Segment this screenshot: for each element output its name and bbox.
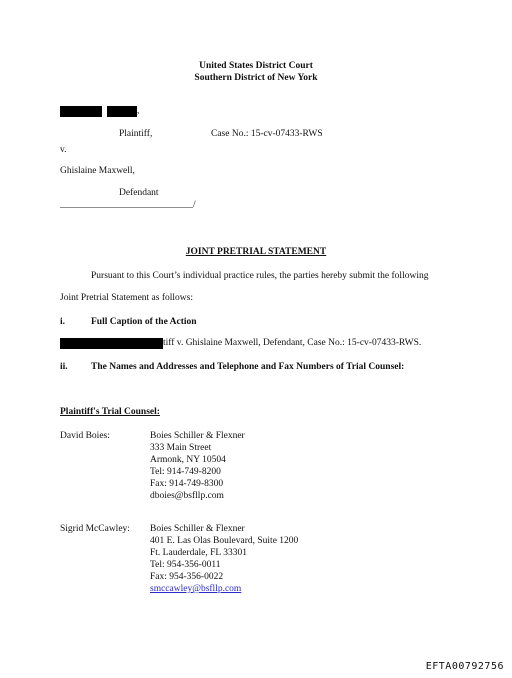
section-i-numeral: i.: [60, 317, 66, 327]
intro-paragraph-line2: Joint Pretrial Statement as follows:: [60, 293, 193, 303]
bates-stamp: EFTA00792756: [425, 661, 504, 672]
counsel-firm: Boies Schiller & Flexner: [150, 524, 245, 534]
counsel-email: dboies@bsfllp.com: [150, 491, 224, 501]
plaintiff-name-suffix: ,: [137, 106, 140, 116]
counsel-heading: Plaintiff's Trial Counsel:: [60, 407, 160, 417]
counsel-name: Sigrid McCawley:: [60, 524, 130, 534]
redaction-box: [60, 106, 102, 117]
counsel-email-link[interactable]: smccawley@bsfllp.com: [150, 584, 242, 594]
section-i-caption-text: tiff v. Ghislaine Maxwell, Defendant, Case No.: 15-cv-07433-RWS.: [163, 338, 422, 348]
court-name: United States District Court: [199, 61, 313, 71]
plaintiff-label: Plaintiff,: [119, 129, 153, 139]
redaction-box: [107, 106, 140, 117]
intro-paragraph-line1: Pursuant to this Court’s individual practice rules, the parties hereby submit the following: [91, 271, 429, 281]
defendant-label: Defendant: [119, 188, 159, 198]
redaction-box: [60, 338, 163, 349]
counsel-city: Ft. Lauderdale, FL 33301: [150, 548, 248, 558]
counsel-fax: Fax: 914-749-8300: [150, 479, 224, 489]
section-ii-numeral: ii.: [60, 362, 68, 372]
defendant-name: Ghislaine Maxwell,: [60, 166, 135, 176]
counsel-address: 333 Main Street: [150, 443, 212, 453]
counsel-phone: Tel: 914-749-8200: [150, 467, 221, 477]
counsel-name: David Boies:: [60, 431, 110, 441]
counsel-address: 401 E. Las Olas Boulevard, Suite 1200: [150, 536, 299, 546]
court-district: Southern District of New York: [194, 73, 318, 83]
caption-signature-line: ____________________________/: [60, 200, 196, 210]
versus-label: v.: [60, 145, 67, 155]
section-i-heading: Full Caption of the Action: [91, 317, 197, 327]
counsel-city: Armonk, NY 10504: [150, 455, 226, 465]
counsel-fax: Fax: 954-356-0022: [150, 572, 224, 582]
counsel-firm: Boies Schiller & Flexner: [150, 431, 245, 441]
case-number: Case No.: 15-cv-07433-RWS: [211, 129, 323, 139]
document-title: JOINT PRETRIAL STATEMENT: [185, 247, 327, 257]
section-ii-heading: The Names and Addresses and Telephone and Fax Numbers of Trial Counsel:: [91, 362, 405, 372]
counsel-phone: Tel: 954-356-0011: [150, 560, 221, 570]
